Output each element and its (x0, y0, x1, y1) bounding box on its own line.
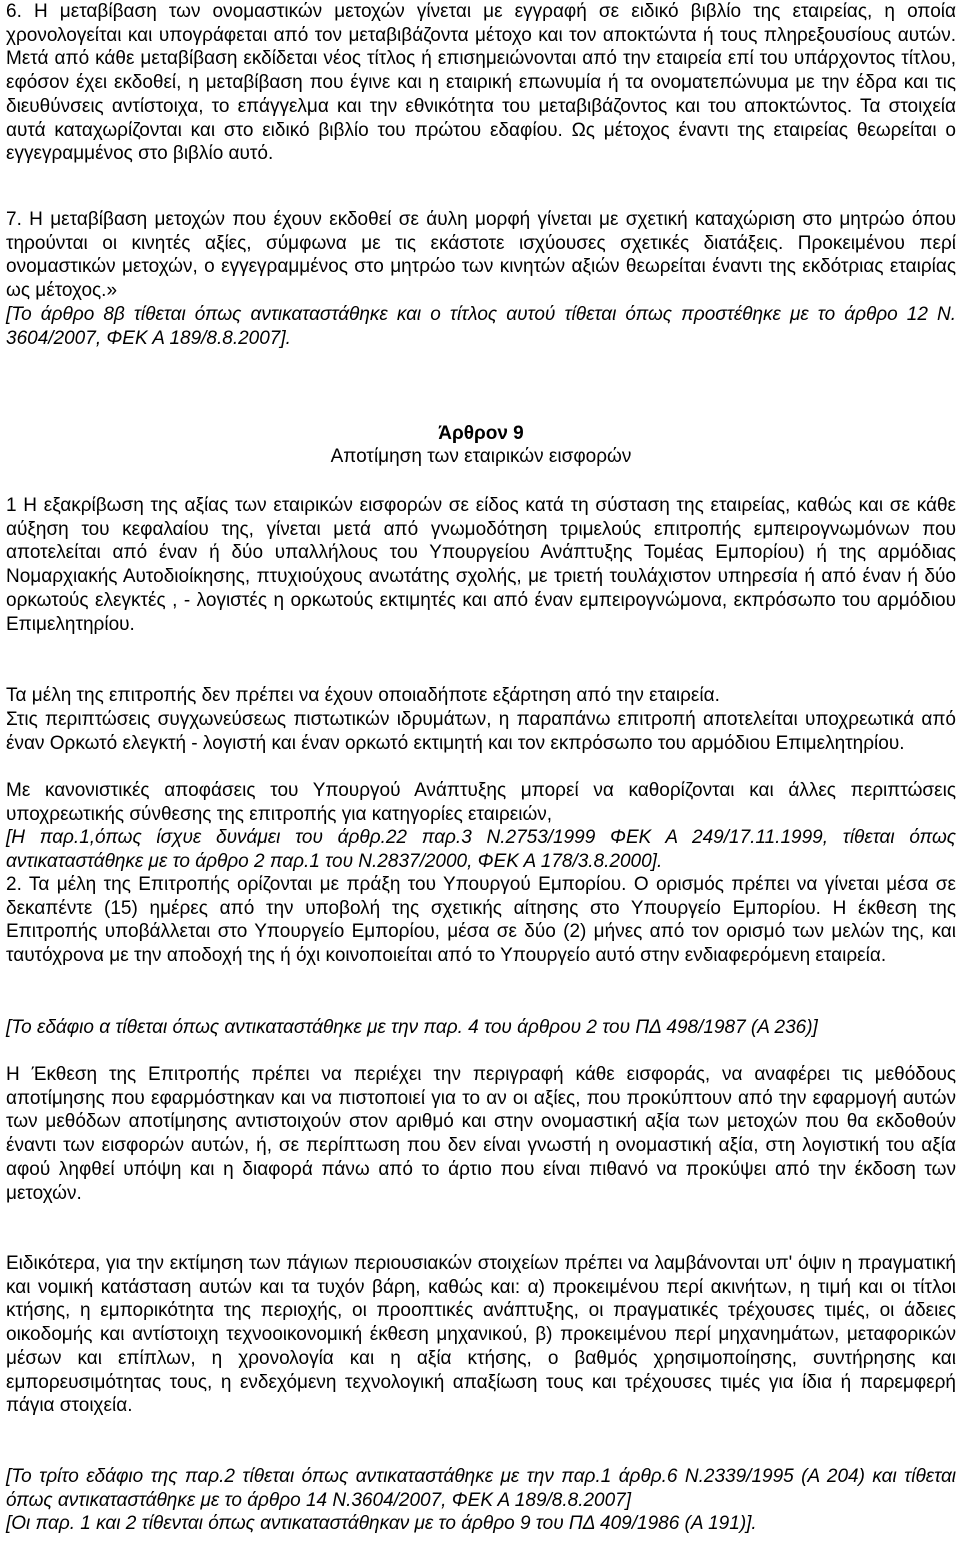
paragraph-1: 1 Η εξακρίβωση της αξίας των εταιρικών εισφορών σε είδος κατά τη σύσταση της εταιρείας, καθώς και σε κάθε αύξηση του κεφαλαίου της, γίνεται μετά από γνωμοδότηση τριμελούς επιτροπής εμπειρογνωμόνων που αποτελείται από έναν ή δύο υπαλλήλους του Υπουργείου Ανάπτυξης Τομέας Εμπορίου) ή της αρμόδιας Νομαρχιακής Αυτοδιοίκησης, πτυχιούχους ανωτάτης σχολής, με τριετή τουλάχιστον υπηρεσία ή από έναν ή δύο ορκωτούς ελεγκτές , - λογιστές η ορκωτούς εκτιμητές και από έναν εμπειρογνώμονα, εκπρόσωπο του αρμόδιου Επιμελητηρίου. (6, 495, 956, 635)
paragraph-1d: Με κανονιστικές αποφάσεις του Υπουργού Ανάπτυξης μπορεί να καθορίζονται και άλλες περιπτώσεις υποχρεωτικής σύνθεσης της επιτροπής για κατηγορίες εταιρειών, (6, 780, 956, 825)
article-subtitle: Αποτίμηση των εταιρικών εισφορών (330, 446, 632, 467)
paragraph-6: 6. Η μεταβίβαση των ονομαστικών μετοχών γίνεται με εγγραφή σε ειδικό βιβλίο της εταιρείας, η οποία χρονολογείται και υπογράφεται από τον μεταβιβάζοντα μέτοχο και τον αποκτώντα ή τους πληρεξουσίους αυτών. Μετά από κάθε μεταβίβαση εκδίδεται νέος τίτλος ή επισημειώνονται από την εταιρεία επί του υπάρχοντος τίτλου, εφόσον έχει εκδοθεί, η μεταβίβαση που έγινε και η εταιρική επωνυμία ή τα ονοματεπώνυμα με την έδρα και τις διευθύνσεις αντίστοιχα, το επάγγελμα και την εθνικότητα του μεταβιβάζοντος και του αποκτώντος. Τα στοιχεία αυτά καταχωρίζονται και στο ειδικό βιβλίο του πρώτου εδαφίου. Ως μέτοχος έναντι της εταιρείας θεωρείται ο εγγεγραμμένος στο βιβλίο αυτό. (6, 1, 956, 165)
amendment-note-1: [Η παρ.1,όπως ίσχυε δυνάμει του άρθρ.22 παρ.3 Ν.2753/1999 ΦΕΚ Α 249/17.11.1999, τίθεται όπως αντικαταστάθηκε με το άρθρο 2 παρ.1 του Ν.2837/2000, ΦΕΚ Α 178/3.8.2000]. (6, 827, 956, 872)
amendment-note-3: [Το τρίτο εδάφιο της παρ.2 τίθεται όπως αντικαταστάθηκε με την παρ.1 άρθρ.6 Ν.2339/1995 (Α 204) και τίθεται όπως αντικαταστάθηκε με το άρθρο 14 Ν.3604/2007, ΦΕΚ Α 189/8.8.2007] (6, 1466, 956, 1511)
amendment-note-8b: [Το άρθρο 8β τίθεται όπως αντικαταστάθηκε και ο τίτλος αυτού τίθεται όπως προστέθηκε με το άρθρο 12 Ν. 3604/2007, ΦΕΚ Α 189/8.8.2007]. (6, 304, 956, 349)
paragraph-2: 2. Τα μέλη της Επιτροπής ορίζονται με πράξη του Υπουργού Εμπορίου. Ο ορισμός πρέπει να γίνεται μέσα σε δεκαπέντε (15) ημέρες από την υποβολή της σχετικής αίτησης στο Υπουργείο Εμπορίου. Η έκθεση της Επιτροπής υποβάλλεται στο Υπουργείο Εμπορίου, μέσα σε δύο (2) μήνες από τον ορισμό των μελών της, και ταυτόχρονα με την αποδοχή της ή όχι κοινοποιείται από το Υπουργείο αυτό στην ενδιαφερόμενη εταιρεία. (6, 874, 956, 967)
paragraph-1c: Στις περιπτώσεις συγχωνεύσεως πιστωτικών ιδρυμάτων, η παραπάνω επιτροπή αποτελείται υποχρεωτικά από έναν Ορκωτό ελεγκτή - λογιστή και έναν ορκωτό εκτιμητή και τον εκπρόσωπο του αρμόδιου Επιμελητηρίου. (6, 709, 956, 754)
amendment-note-4: [Οι παρ. 1 και 2 τίθενται όπως αντικαταστάθηκαν με το άρθρο 9 του ΠΔ 409/1986 (Α 191)]. (6, 1513, 757, 1534)
amendment-note-2: [Το εδάφιο α τίθεται όπως αντικαταστάθηκε με την παρ. 4 του άρθρου 2 του ΠΔ 498/1987 (Α 236)] (6, 1017, 818, 1038)
paragraph-2b: Η Έκθεση της Επιτροπής πρέπει να περιέχει την περιγραφή κάθε εισφοράς, να αναφέρει τις μεθόδους αποτίμησης που εφαρμόστηκαν και να πιστοποιεί για το αν οι αξίες, που προκύπτουν από την εφαρμογή αυτών των μεθόδων αποτίμησης αντιστοιχούν στον αριθμό και στην ονομαστική αξία των μετοχών που θα εκδοθούν έναντι των εισφορών αυτών, ή, σε περίπτωση που δεν είναι γνωστή η ονομαστική αξία, στη λογιστική του αξία αφού ληφθεί υπόψη και η διαφορά πάνω από το άρτιο που είναι πιθανό να προκύψει από την έκδοση των μετοχών. (6, 1064, 956, 1204)
paragraph-7: 7. Η μεταβίβαση μετοχών που έχουν εκδοθεί σε άυλη μορφή γίνεται με σχετική καταχώριση στο μητρώο όπου τηρούνται οι κινητές αξίες, σύμφωνα με τις εκάστοτε ισχύουσες σχετικές διατάξεις. Προκειμένου περί ονομαστικών μετοχών, ο εγγεγραμμένος στο μητρώο των κινητών αξιών θεωρείται έναντι της εκδότριας εταιρίας ως μέτοχος.» (6, 209, 956, 302)
paragraph-2c: Ειδικότερα, για την εκτίμηση των πάγιων περιουσιακών στοιχείων πρέπει να λαμβάνονται υπ' όψιν η πραγματική και νομική κατάσταση αυτών και τα τυχόν βάρη, καθώς και: α) προκειμένου περί ακινήτων, η τιμή και οι τίτλοι κτήσης, η εμπορικότητα της περιοχής, οι προοπτικές ανάπτυξης, οι πραγματικές τρέχουσες τιμές, οι άδειες οικοδομής και αντίστοιχη τεχνοοικονομική έκθεση μηχανικού, β) προκειμένου περί μηχανημάτων, μεταφορικών μέσων και επίπλων, η χρονολογία και η αξία κτήσης, ο βαθμός χρησιμοποίησης, συντήρησης και εμπορευσιμότητας τους, η ενδεχόμενη τεχνολογική απαξίωση τους και τρέχουσες τιμές για ίδια ή παρεμφερή πάγια στοιχεία. (6, 1253, 956, 1417)
paragraph-1b: Τα μέλη της επιτροπής δεν πρέπει να έχουν οποιαδήποτε εξάρτηση από την εταιρεία. (6, 685, 720, 706)
article-number: Άρθρον 9 (438, 423, 524, 444)
